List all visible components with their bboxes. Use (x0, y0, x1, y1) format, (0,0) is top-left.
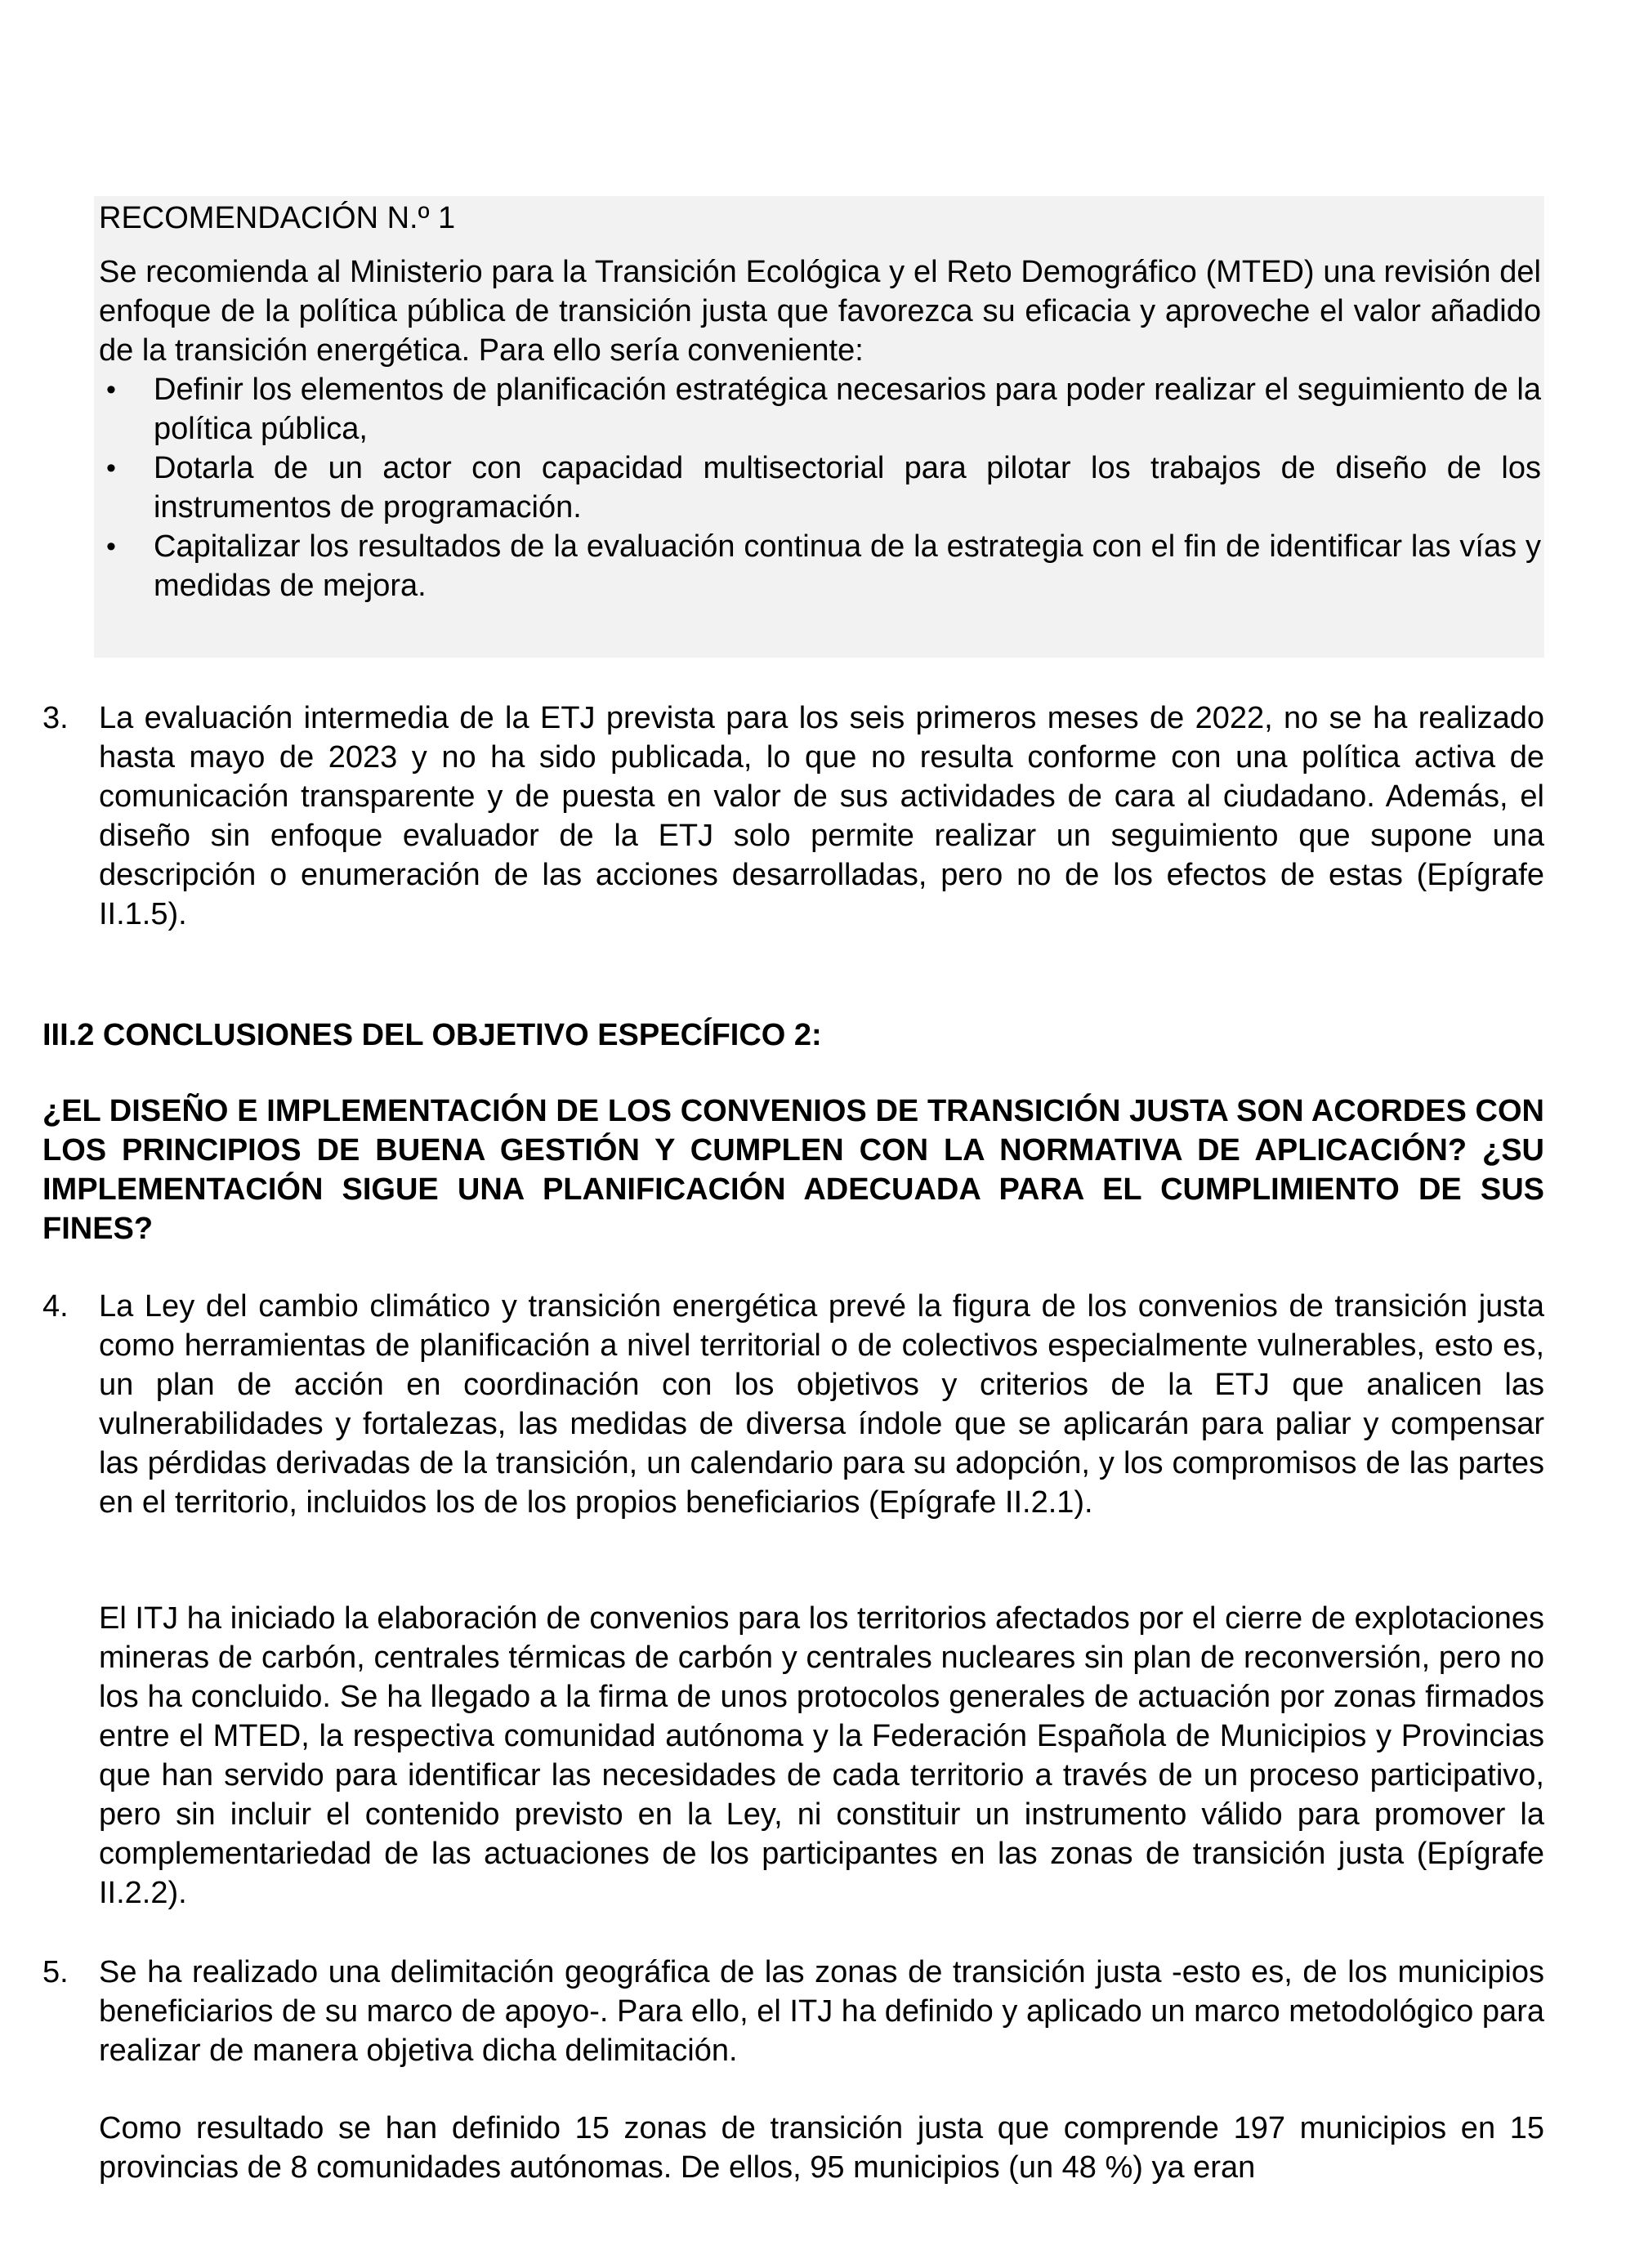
bullet-icon: • (106, 531, 116, 562)
recommendation-item-text: Dotarla de un actor con capacidad multisectorial para pilotar los trabajos de diseño de los instrumentos de programación. (154, 451, 1541, 525)
bullet-icon: • (106, 374, 116, 405)
point-4-paragraph-2: El ITJ ha iniciado la elaboración de convenios para los territorios afectados por el cierre de explotaciones mineras de carbón, centrales térmicas de carbón y centrales nucleares sin plan de reconversión, pero no los ha concluido. Se ha llegado a la firma de unos protocolos generales de actuación por zonas firmados entre el MTED, la respectiva comunidad autónoma y la Federación Española de Municipios y Provincias que han servido para identificar las necesidades de cada territorio a través de un proceso participativo, pero sin incluir el contenido previsto en la Ley, ni constituir un instrumento válido para promover la complementariedad de las actuaciones de los participantes en las zonas de transición justa (Epígrafe II.2.2). (99, 1601, 1544, 1910)
recommendation-item (99, 527, 1541, 605)
recommendation-item-text: Definir los elementos de planificación estratégica necesarios para poder realizar el seguimiento de la política pública, (154, 373, 1541, 446)
section-heading: III.2 CONCLUSIONES DEL OBJETIVO ESPECÍFICO 2: (42, 1018, 822, 1052)
conclusion-point-4 (42, 1287, 1544, 1522)
bullet-icon: • (106, 453, 116, 484)
conclusion-point-3 (42, 699, 1544, 934)
recommendation-item (99, 449, 1541, 527)
section-question: ¿EL DISEÑO E IMPLEMENTACIÓN DE LOS CONVENIOS DE TRANSICIÓN JUSTA SON ACORDES CON LOS PRINCIPIOS DE BUENA GESTIÓN Y CUMPLEN CON LA NORMATIVA DE APLICACIÓN? ¿SU IMPLEMENTACIÓN SIGUE UNA PLANIFICACIÓN ADECUADA PARA EL CUMPLIMIENTO DE SUS FINES? (42, 1094, 1544, 1246)
conclusion-point-5 (42, 1953, 1544, 2070)
point-number: 4. (42, 1289, 69, 1324)
recommendation-box (94, 196, 1544, 658)
recommendation-title: RECOMENDACIÓN N.º 1 (99, 201, 456, 235)
point-number: 5. (42, 1955, 69, 1989)
point-5-paragraph-2: Como resultado se han definido 15 zonas de transición justa que comprende 197 municipios en 15 provincias de 8 comunidades autónomas. De ellos, 95 municipios (un 48 %) ya eran (99, 2111, 1544, 2185)
recommendation-intro: Se recomienda al Ministerio para la Transición Ecológica y el Reto Demográfico (MTED) una revisión del enfoque de la política pública de transición justa que favorezca su eficacia y aproveche el valor añadido de la transición energética. Para ello sería conveniente: (99, 255, 1541, 368)
recommendation-item-text: Capitalizar los resultados de la evaluación continua de la estrategia con el fin de identificar las vías y medidas de mejora. (154, 529, 1541, 603)
point-text: La evaluación intermedia de la ETJ prevista para los seis primeros meses de 2022, no se ha realizado hasta mayo de 2023 y no ha sido publicada, lo que no resulta conforme con una política activa de comunicación transparente y de puesta en valor de sus actividades de cara al ciudadano. Además, el diseño sin enfoque evaluador de la ETJ solo permite realizar un seguimiento que supone una descripción o enumeración de las acciones desarrolladas, pero no de los efectos de estas (Epígrafe II.1.5). (99, 701, 1544, 931)
point-text: La Ley del cambio climático y transición energética prevé la figura de los convenios de transición justa como herramientas de planificación a nivel territorial o de colectivos especialmente vulnerables, esto es, un plan de acción en coordinación con los objetivos y criterios de la ETJ que analicen las vulnerabilidades y fortalezas, las medidas de diversa índole que se aplicarán para paliar y compensar las pérdidas derivadas de la transición, un calendario para su adopción, y los compromisos de las partes en el territorio, incluidos los de los propios beneficiarios (Epígrafe II.2.1). (99, 1289, 1544, 1520)
point-number: 3. (42, 701, 69, 735)
point-text: Se ha realizado una delimitación geográfica de las zonas de transición justa -esto es, de los municipios beneficiarios de su marco de apoyo-. Para ello, el ITJ ha definido y aplicado un marco metodológico para realizar de manera objetiva dicha delimitación. (99, 1955, 1544, 2068)
recommendation-list (99, 370, 1541, 605)
recommendation-item (99, 370, 1541, 449)
